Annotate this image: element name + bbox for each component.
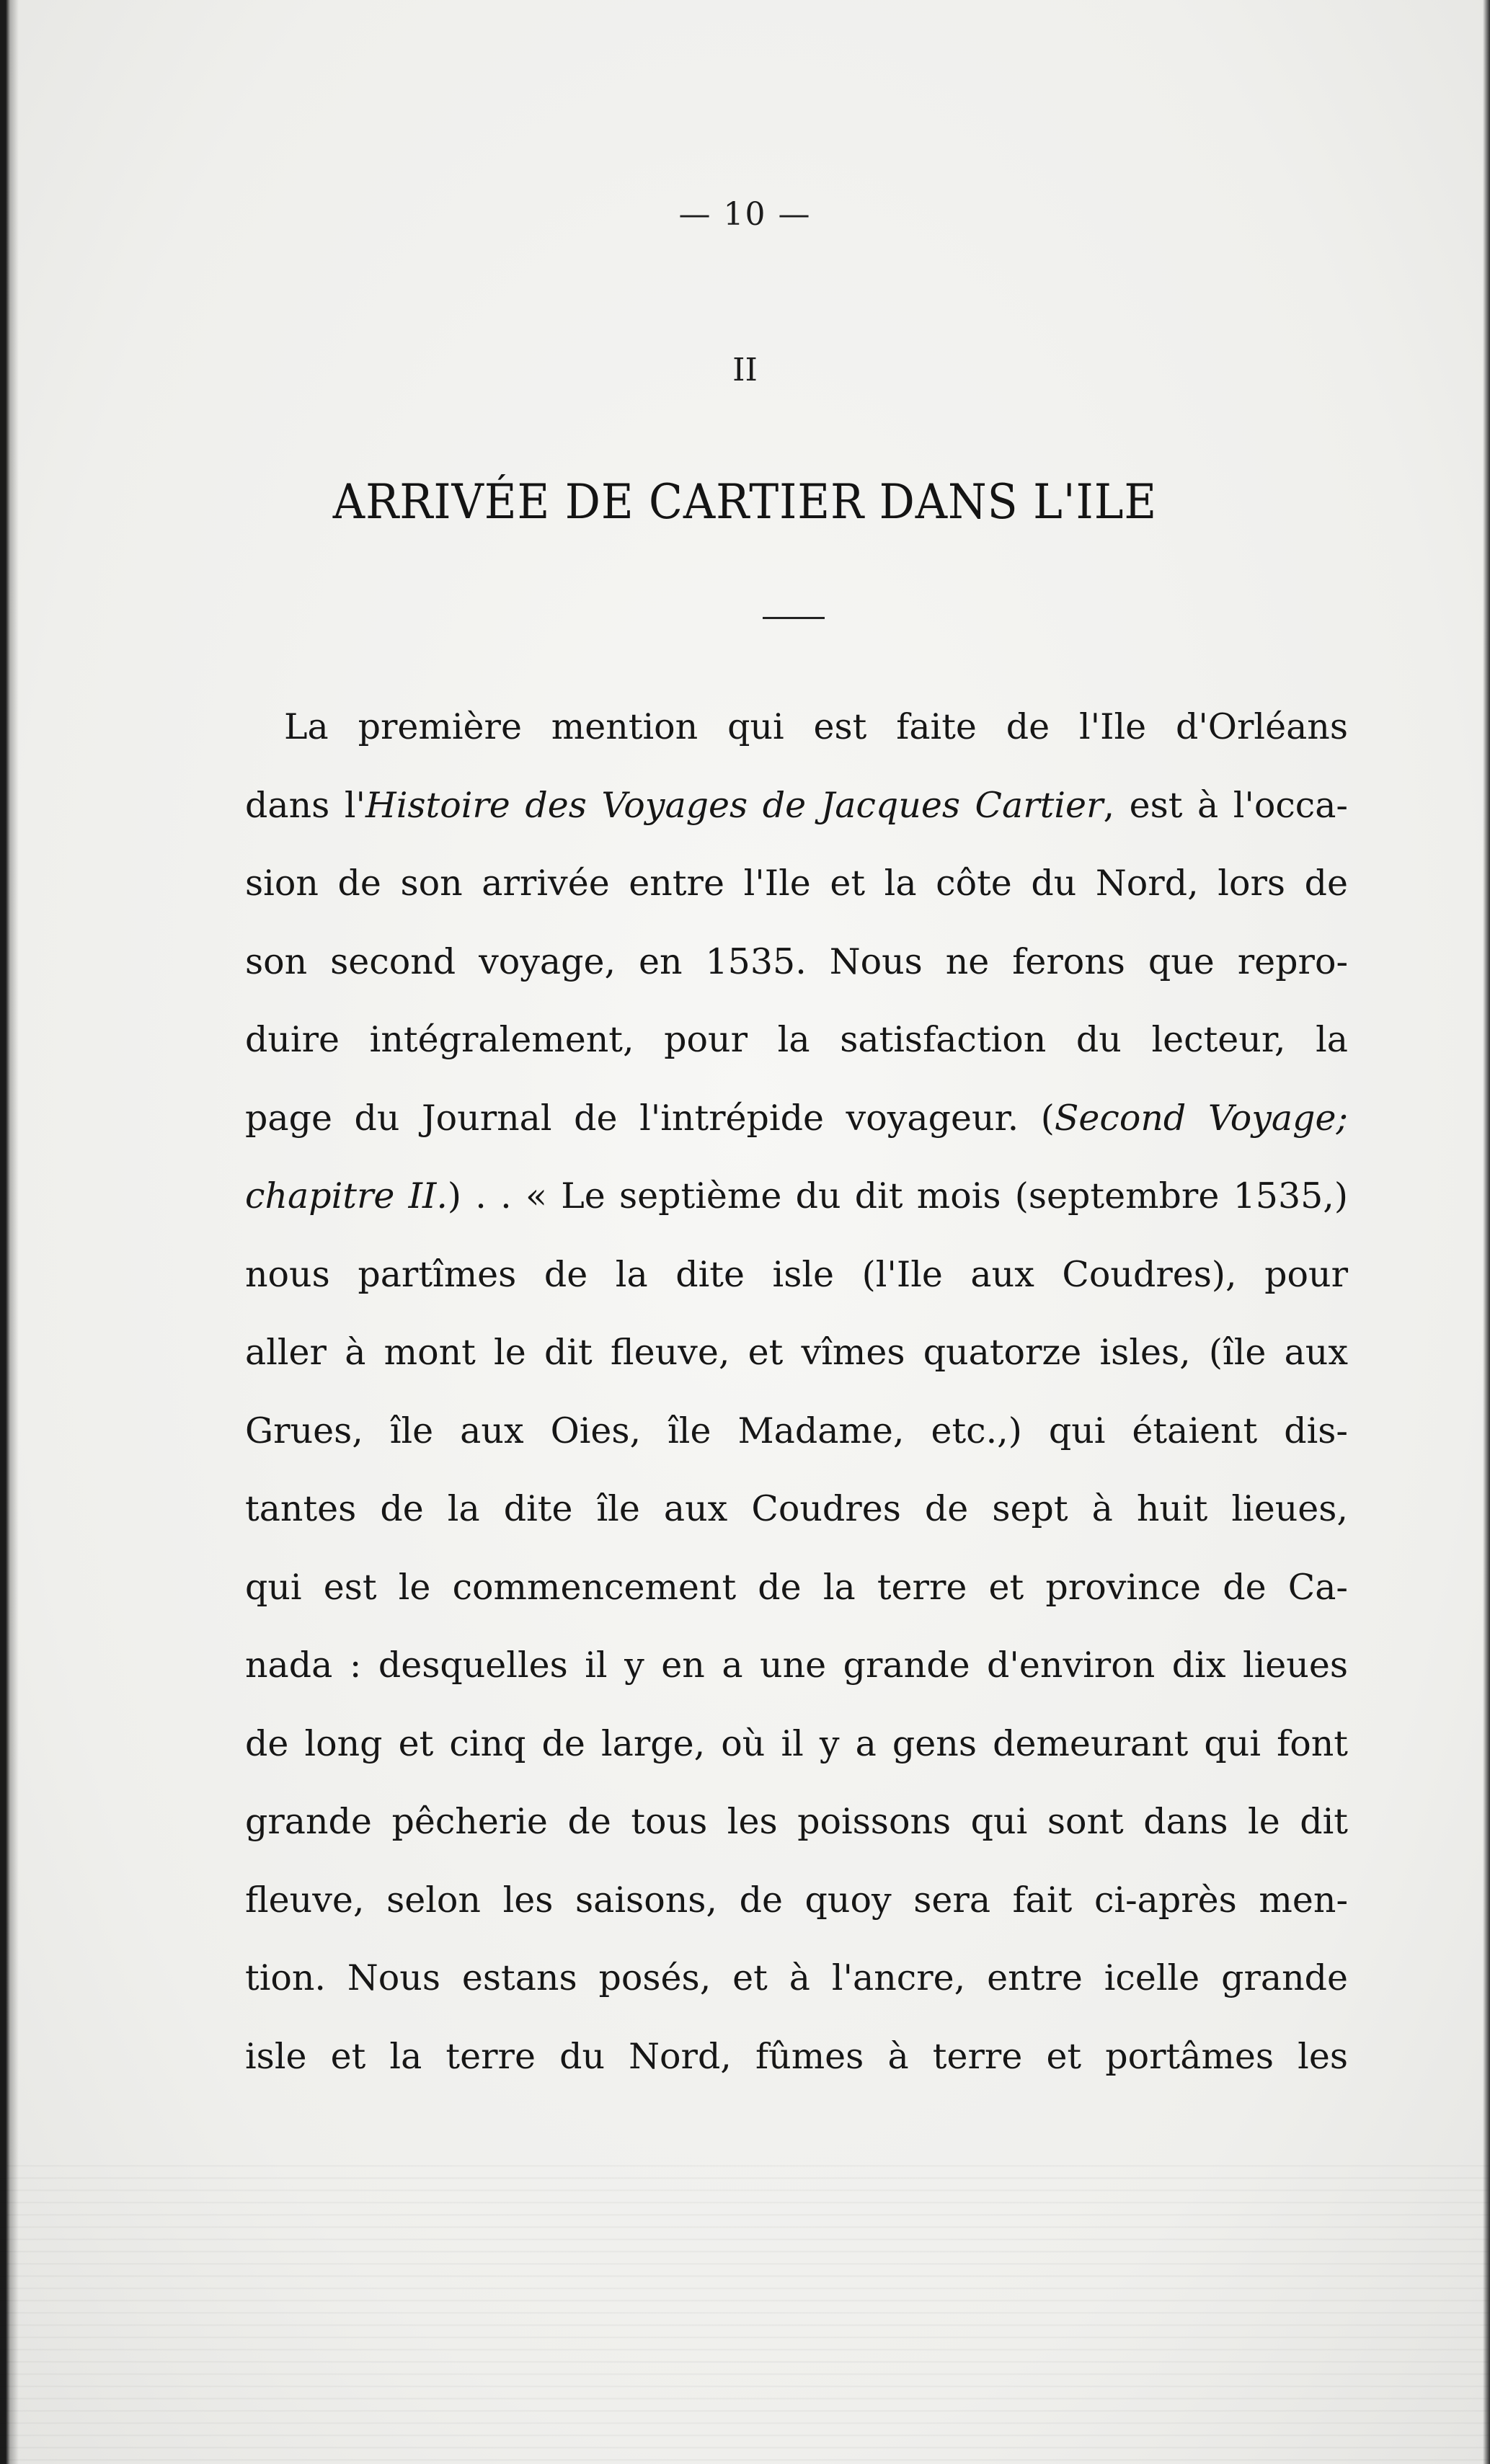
text-line: grande pêcherie de tous les poissons qui sont dans le dit [245,1801,1348,1842]
chapter-title: ARRIVÉE DE CARTIER DANS L'ILE [332,474,1158,530]
text-line: de long et cinq de large, où il y a gens demeurant qui font [245,1722,1348,1764]
text-line: tantes de la dite île aux Coudres de sept à huit lieues, [245,1488,1348,1529]
text-line: page du Journal de l'intrépide voyageur. (Second Voyage; [245,1097,1348,1139]
text-line: fleuve, selon les saisons, de quoy sera fait ci-après men- [245,1879,1348,1921]
title-rule [763,617,825,619]
text-line: dans l'Histoire des Voyages de Jacques Cartier, est à l'occa- [245,784,1348,826]
text-line: La première mention qui est faite de l'Ile d'Orléans [284,706,1348,747]
text-line: tion. Nous estans posés, et à l'ancre, entre icelle grande [245,1957,1348,1998]
citation-italic: Second Voyage; [1054,1097,1348,1139]
text-line: Grues, île aux Oies, île Madame, etc.,) qui étaient dis- [245,1410,1348,1451]
text-line: duire intégralement, pour la satisfaction du lecteur, la [245,1019,1348,1060]
text-line: nous partîmes de la dite isle (l'Ile aux Coudres), pour [245,1253,1348,1295]
page-number: — 10 — [678,196,812,233]
text-line: nada : desquelles il y en a une grande d'environ dix lieues [245,1645,1348,1686]
body-paragraph [245,688,1348,2096]
text-line: aller à mont le dit fleuve, et vîmes quatorze isles, (île aux [245,1332,1348,1373]
text-line: son second voyage, en 1535. Nous ne ferons que repro- [245,940,1348,982]
text-line: sion de son arrivée entre l'Ile et la côte du Nord, lors de [245,863,1348,904]
section-number: II [732,352,758,388]
scan-streaks [0,2155,1490,2464]
text-line: qui est le commencement de la terre et province de Ca- [245,1566,1348,1608]
text-line: isle et la terre du Nord, fûmes à terre et portâmes les [245,2035,1348,2077]
citation-italic: chapitre II. [245,1175,448,1217]
text-line: chapitre II.) . . « Le septième du dit mois (septembre 1535,) [245,1175,1348,1217]
book-title-italic: Histoire des Voyages de Jacques Cartier [365,784,1104,826]
